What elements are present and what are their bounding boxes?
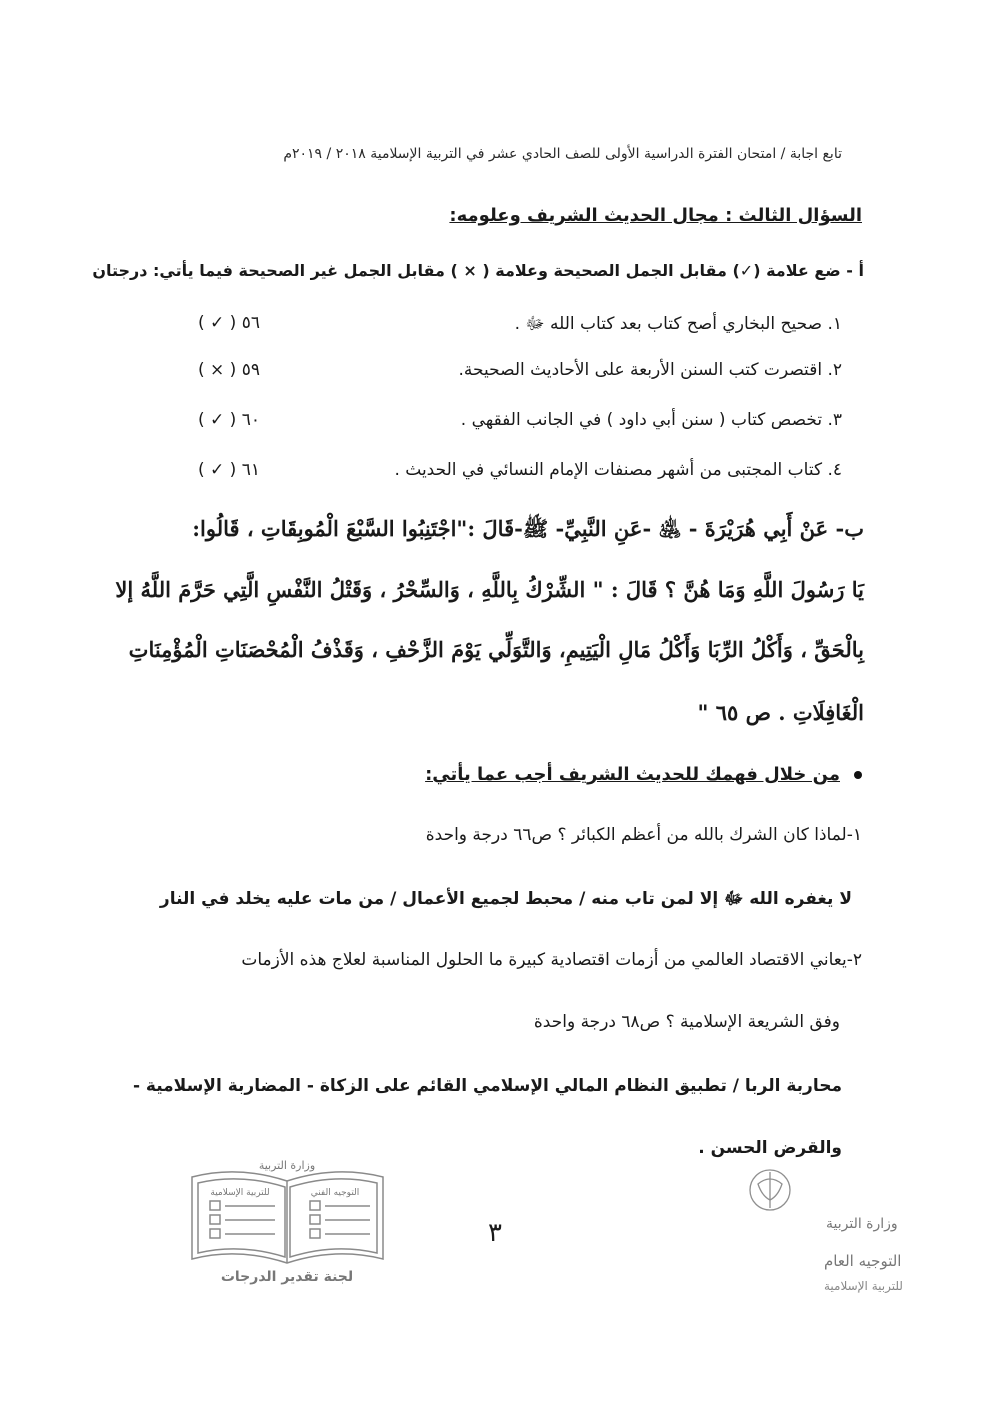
seal-mid2-text: للتربية الإسلامية: [210, 1188, 270, 1198]
mark-1: ( ✓ ) ٥٦: [198, 313, 260, 333]
hadith-line-2: يَا رَسُولَ اللَّهِ وَمَا هُنَّ ؟ قَالَ : " الشِّرْكُ بِاللَّهِ ، وَالسِّحْرُ ، وَقَتْلُ النَّفْسِ الَّتِي حَرَّمَ اللَّهُ إلا: [115, 577, 864, 602]
statement-1: ١. صحيح البخاري أصح كتاب بعد كتاب الله ﷻ .: [514, 314, 842, 334]
bullet-heading-row: [425, 764, 862, 785]
stamp-line-3: للتربية الإسلامية: [824, 1279, 903, 1293]
bullet-icon: [854, 771, 862, 779]
statement-4: ٤. كتاب المجتبى من أشهر مصنفات الإمام النسائي في الحديث .: [394, 460, 842, 480]
question-2-line-1: ٢-يعاني الاقتصاد العالمي من أزمات اقتصادية كبيرة ما الحلول المناسبة لعلاج هذه الأزمات: [241, 950, 862, 970]
part-a-instruction: أ - ضع علامة (✓) مقابل الجمل الصحيحة وعلامة ( × ) مقابل الجمل غير الصحيحة فيما يأتي: درجتان: [92, 261, 864, 280]
page-number: ٣: [488, 1218, 502, 1248]
seal-mid1-text: التوجيه الفني: [310, 1188, 360, 1198]
statement-3: ٣. تخصص كتاب ( سنن أبي داود ) في الجانب الفقهي .: [460, 410, 842, 430]
page-header: تابع اجابة / امتحان الفترة الدراسية الأولى للصف الحادي عشر في التربية الإسلامية ٢٠١٨ / ٢٠١٩م: [283, 146, 842, 162]
answer-1: لا يغفره الله ﷻ إلا لمن تاب منه / محبط لجميع الأعمال / من مات عليه يخلد في النار: [159, 889, 852, 909]
statement-2: ٢. اقتصرت كتب السنن الأربعة على الأحاديث الصحيحة.: [458, 360, 842, 380]
ministry-stamp: [708, 1160, 903, 1300]
stamp-line-2: التوجيه العام: [824, 1252, 902, 1270]
stamp-line-1: وزارة التربية: [826, 1216, 898, 1232]
section-title: السؤال الثالث : مجال الحديث الشريف وعلومه:: [449, 205, 862, 226]
hadith-line-4: الْغَافِلَاتِ . ص ٦٥ ": [697, 700, 864, 725]
mark-3: ( ✓ ) ٦٠: [198, 410, 260, 430]
question-2-line-2: وفق الشريعة الإسلامية ؟ ص٦٨ درجة واحدة: [533, 1012, 840, 1032]
answer-2-line-1: محاربة الربا / تطبيق النظام المالي الإسلامي القائم على الزكاة - المضاربة الإسلامية -: [132, 1076, 842, 1096]
mark-2: ( × ) ٥٩: [198, 360, 260, 380]
bullet-heading: من خلال فهمك للحديث الشريف أجب عما يأتي:: [425, 764, 840, 785]
seal-bottom-text: لجنة تقدير الدرجات: [220, 1269, 354, 1285]
hadith-line-1: ب- عَنْ أَبِي هُرَيْرَةَ - ﵁ -عَنِ النَّبِيِّ- ﷺ-قَالَ :"اجْتَنِبُوا السَّبْعَ الْمُوبِقَاتِ ، قَالُوا:: [192, 516, 864, 541]
mark-4: ( ✓ ) ٦١: [198, 460, 260, 480]
hadith-line-3: بِالْحَقِّ ، وَأَكْلُ الرِّبَا وَأَكْلُ مَالِ الْيَتِيمِ، وَالتَّوَلِّي يَوْمَ الزَّحْفِ ، وَقَذْفُ الْمُحْصَنَاتِ الْمُؤْمِنَاتِ: [128, 637, 864, 662]
answer-2-line-2: والقرض الحسن .: [698, 1138, 842, 1158]
seal-top-text: وزارة التربية: [258, 1159, 316, 1172]
grading-committee-seal: [180, 1155, 395, 1285]
question-1: ١-لماذا كان الشرك بالله من أعظم الكبائر ؟ ص٦٦ درجة واحدة: [425, 825, 862, 845]
